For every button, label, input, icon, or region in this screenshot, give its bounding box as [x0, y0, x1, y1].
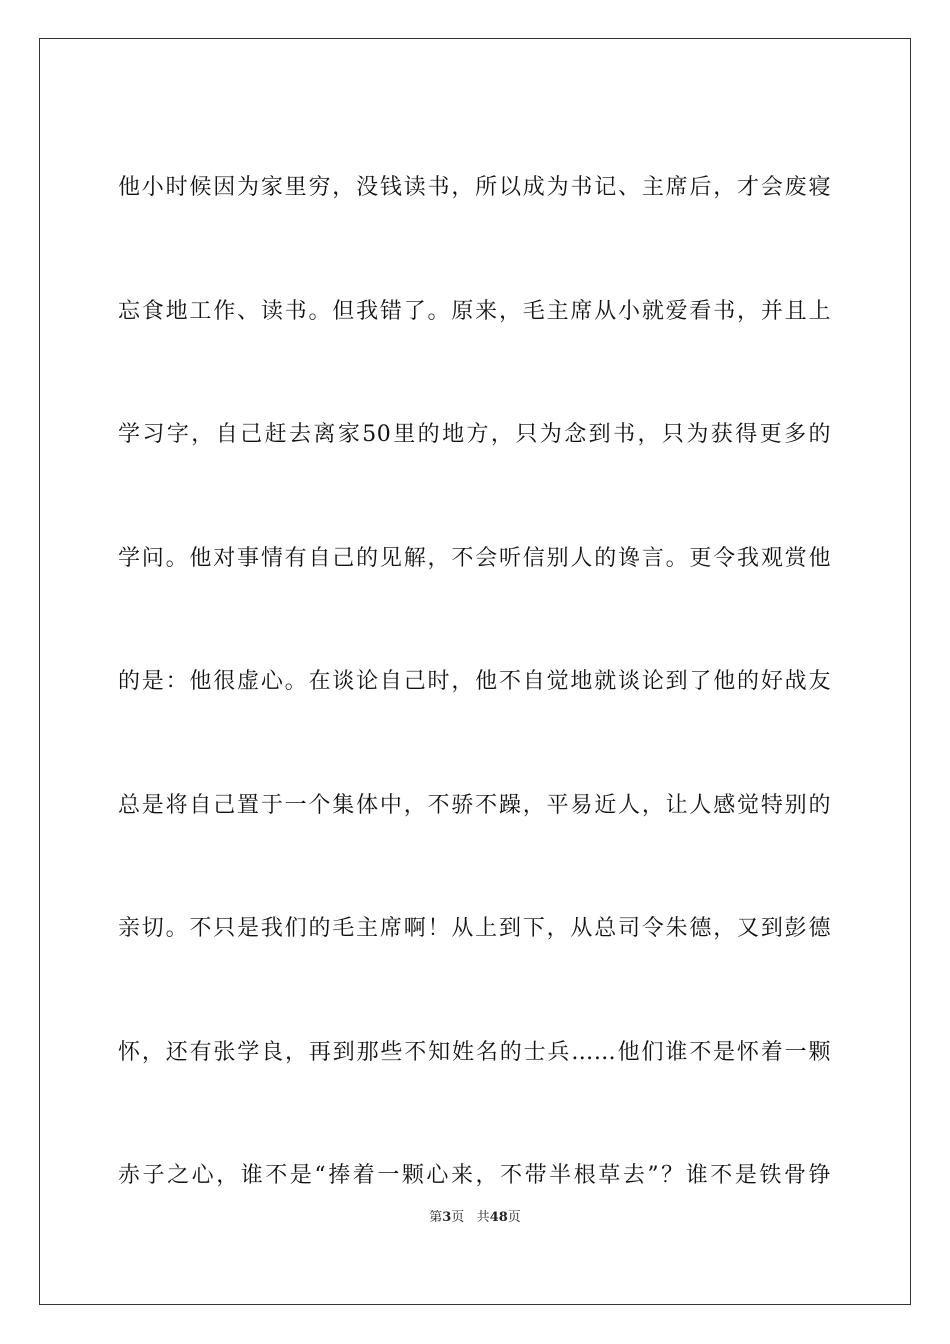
page-footer	[0, 1209, 950, 1227]
text-line: 亲切。不只是我们的毛主席啊！从上到下，从总司令朱德，又到彭德	[118, 916, 831, 941]
total-suffix: 页	[507, 1210, 521, 1225]
text-line: 怀，还有张学良，再到那些不知姓名的士兵……他们谁不是怀着一颗	[118, 1040, 831, 1065]
page-frame	[39, 38, 911, 1305]
text-line: 总是将自己置于一个集体中，不骄不躁，平易近人，让人感觉特别的	[118, 793, 831, 818]
page-prefix: 第	[429, 1210, 443, 1225]
text-line: 他小时候因为家里穷，没钱读书，所以成为书记、主席后，才会废寝	[118, 175, 831, 200]
total-prefix: 共	[476, 1210, 490, 1225]
total-pages: 48	[489, 1210, 508, 1225]
body-text	[40, 39, 910, 1304]
page-number: 3	[442, 1210, 452, 1225]
text-line: 赤子之心，谁不是“捧着一颗心来，不带半根草去”？谁不是铁骨铮	[118, 1163, 831, 1188]
page-suffix: 页	[451, 1210, 465, 1225]
text-line: 学习字，自己赶去离家50里的地方，只为念到书，只为获得更多的	[118, 422, 831, 447]
text-line: 学问。他对事情有自己的见解，不会听信别人的谗言。更令我观赏他	[118, 546, 831, 571]
text-line: 忘食地工作、读书。但我错了。原来，毛主席从小就爱看书，并且上	[118, 299, 831, 324]
text-line: 的是：他很虚心。在谈论自己时，他不自觉地就谈论到了他的好战友	[118, 669, 831, 694]
